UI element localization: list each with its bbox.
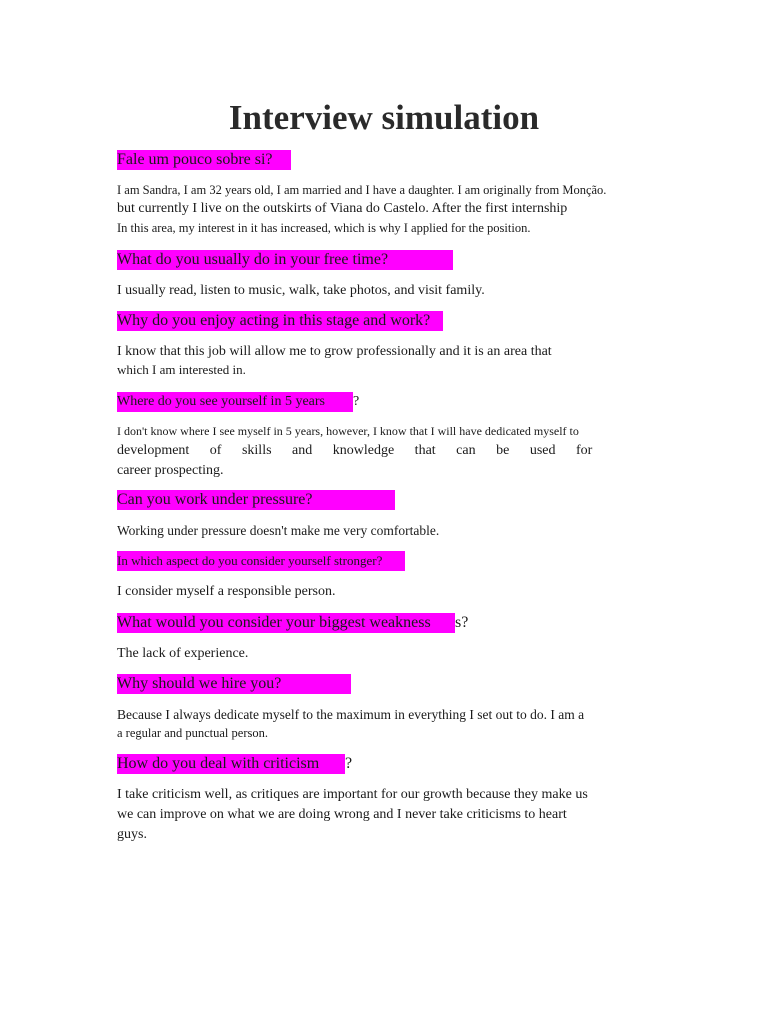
- answer-4: [117, 422, 637, 480]
- question-2-highlight: What do you usually do in your free time?: [117, 250, 453, 270]
- question-2: [117, 250, 453, 270]
- question-9-highlight: How do you deal with criticism: [117, 754, 345, 774]
- answer-line: I usually read, listen to music, walk, take photos, and visit family.: [117, 283, 485, 298]
- question-4: [117, 391, 359, 411]
- answer-line: In this area, my interest in it has increased, which is why I applied for the position.: [117, 221, 531, 235]
- answer-6: [117, 582, 637, 602]
- answer-line: I know that this job will allow me to grow professionally and it is an area that: [117, 344, 552, 359]
- answer-line: Because I always dedicate myself to the maximum in everything I set out to do. I am a: [117, 707, 585, 722]
- question-3: [117, 311, 443, 331]
- question-6-highlight: In which aspect do you consider yourself stronger?: [117, 551, 405, 571]
- question-7-highlight: What would you consider your biggest weakness: [117, 613, 455, 633]
- question-8-highlight: Why should we hire you?: [117, 674, 351, 694]
- question-7: [117, 613, 468, 633]
- question-5: [117, 490, 395, 510]
- answer-line: career prospecting.: [117, 463, 224, 478]
- answer-line: I don't know where I see myself in 5 years, however, I know that I will have dedicated myself to: [117, 424, 579, 438]
- question-9-suffix: ?: [345, 755, 353, 772]
- answer-line: development of skills and knowledge that can be used for: [117, 443, 593, 458]
- question-4-suffix: ?: [353, 394, 360, 409]
- answer-line: a regular and punctual person.: [117, 726, 268, 740]
- page-title: Interview simulation: [228, 98, 540, 137]
- answer-line: which I am interested in.: [117, 362, 246, 377]
- answer-line: we can improve on what we are doing wrong and I never take criticisms to heart: [117, 807, 567, 822]
- answer-line: The lack of experience.: [117, 646, 249, 661]
- question-5-highlight: Can you work under pressure?: [117, 490, 395, 510]
- answer-line: I take criticism well, as critiques are important for our growth because they make us: [117, 787, 588, 802]
- answer-2: [117, 281, 637, 301]
- question-1: [117, 150, 291, 170]
- question-1-highlight: Fale um pouco sobre si?: [117, 150, 291, 170]
- answer-8: [117, 705, 637, 742]
- answer-3: [117, 342, 637, 379]
- question-8: [117, 674, 351, 694]
- question-7-suffix: s?: [455, 614, 469, 631]
- question-6: [117, 551, 405, 571]
- answer-5: [117, 521, 637, 541]
- question-3-highlight: Why do you enjoy acting in this stage and work?: [117, 311, 443, 331]
- answer-line: Working under pressure doesn't make me very comfortable.: [117, 523, 440, 538]
- answer-line: guys.: [117, 827, 147, 842]
- answer-line: I consider myself a responsible person.: [117, 584, 336, 599]
- question-4-highlight: Where do you see yourself in 5 years: [117, 392, 353, 412]
- answer-7: [117, 644, 637, 664]
- answer-line: but currently I live on the outskirts of Viana do Castelo. After the first internship: [117, 201, 568, 216]
- answer-1: [117, 181, 637, 237]
- answer-line: I am Sandra, I am 32 years old, I am married and I have a daughter. I am originally from Monção.: [117, 183, 607, 197]
- question-9: [117, 754, 352, 774]
- answer-9: [117, 785, 637, 845]
